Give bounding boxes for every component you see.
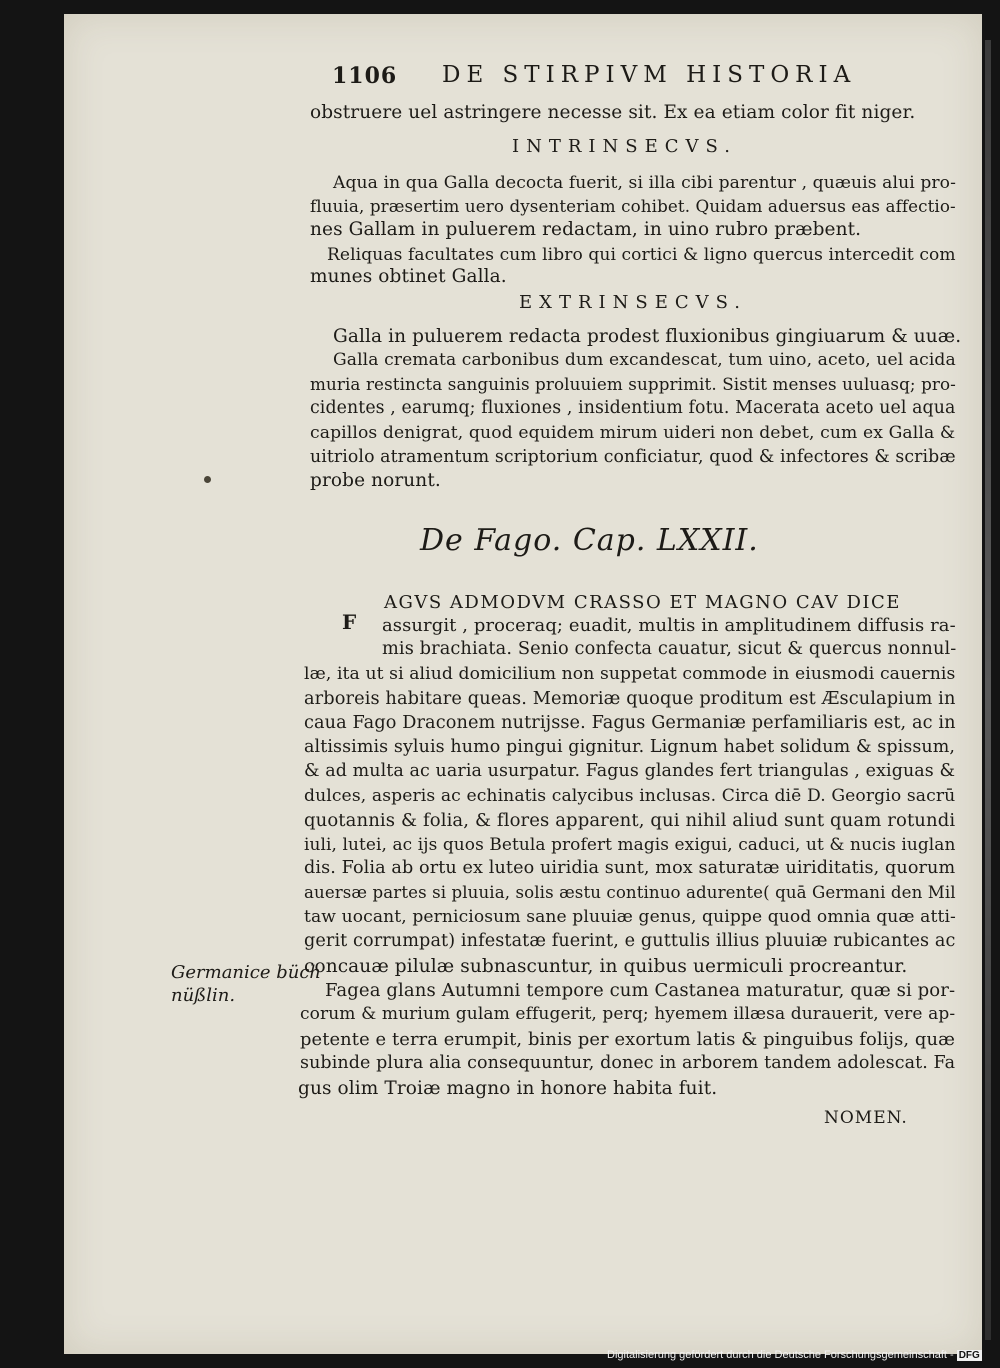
- text-line: uitriolo atramentum scriptorium conficiatur, quod & infectores & scribæ: [310, 447, 956, 467]
- page-edge: [985, 40, 991, 1340]
- text-line: gerit corrumpat) infestatæ fuerint, e guttulis illius pluuiæ rubicantes ac: [304, 931, 956, 951]
- text-line: auersæ partes si pluuia, solis æstu continuo adurente( quā Germani den Mil: [304, 883, 956, 902]
- text-line: petente e terra erumpit, binis per exortum latis & pinguibus folijs, quæ: [300, 1029, 955, 1050]
- text-line: quotannis & folia, & flores apparent, qui nihil aliud sunt quam rotundi: [304, 810, 956, 831]
- catchword: NOMEN.: [824, 1108, 908, 1128]
- section-heading-extrinsecus: EXTRINSECVS.: [519, 292, 748, 313]
- text-line: Aqua in qua Galla decocta fuerit, si illa cibi parentur , quæuis alui pro-: [333, 173, 956, 193]
- text-line: munes obtinet Galla.: [310, 266, 507, 287]
- text-line: fluuia, præsertim uero dysenteriam cohibet. Quidam aduersus eas affectio-: [310, 196, 956, 216]
- text-line: corum & murium gulam effugerit, perq; hyemem illæsa durauerit, vere ap-: [300, 1004, 956, 1024]
- margin-note: Germanice büch: [171, 962, 322, 983]
- dfg-logo: DFG: [958, 1350, 980, 1361]
- digitization-credit: [607, 1349, 982, 1361]
- text-line: capillos denigrat, quod equidem mirum uideri non debet, cum ex Galla &: [310, 423, 956, 443]
- text-line: Galla cremata carbonibus dum excandescat, tum uino, aceto, uel acida: [333, 350, 956, 370]
- text-line: Galla in puluerem redacta prodest fluxionibus gingiuarum & uuæ.: [333, 326, 962, 347]
- text-line: obstruere uel astringere necesse sit. Ex ea etiam color fit niger.: [310, 102, 916, 123]
- text-line: dis. Folia ab ortu ex luteo uiridia sunt, mox saturatæ uiriditatis, quorum: [304, 858, 956, 878]
- text-line: assurgit , proceraq; euadit, multis in amplitudinem diffusis ra-: [382, 615, 956, 636]
- text-line: læ, ita ut si aliud domicilium non suppetat commode in eiusmodi cauernis: [304, 664, 956, 684]
- text-line: mis brachiata. Senio confecta cauatur, sicut & quercus nonnul-: [382, 639, 957, 659]
- text-line: probe norunt.: [310, 470, 441, 491]
- margin-note: nüßlin.: [171, 985, 236, 1006]
- text-line: gus olim Troiæ magno in honore habita fuit.: [298, 1078, 718, 1099]
- footer-text: Digitalisierung gefördert durch die Deutsche Forschungsgemeinschaft -: [607, 1349, 954, 1361]
- text-line: iuli, lutei, ac ijs quos Betula profert magis exigui, caduci, ut & nucis iuglan: [304, 834, 956, 854]
- text-line: subinde plura alia consequuntur, donec in arborem tandem adolescat. Fa: [300, 1053, 956, 1073]
- text-line: dulces, asperis ac echinatis calycibus inclusas. Circa diē D. Georgio sacrū: [304, 786, 956, 806]
- page-number: 1106: [332, 63, 398, 89]
- text-line: arboreis habitare queas. Memoriæ quoque proditum est Æsculapium in: [304, 689, 956, 709]
- ink-spot: [204, 476, 211, 483]
- text-line: Fagea glans Autumni tempore cum Castanea maturatur, quæ si por-: [325, 980, 956, 1001]
- text-line: caua Fago Draconem nutrijsse. Fagus Germaniæ perfamiliaris est, ac in: [304, 713, 956, 733]
- text-line: & ad multa ac uaria usurpatur. Fagus glandes fert triangulas , exiguas &: [304, 761, 956, 781]
- drop-initial: F: [342, 610, 357, 634]
- text-line: concauæ pilulæ subnascuntur, in quibus uermiculi procreantur.: [304, 956, 908, 977]
- text-line: muria restincta sanguinis proluuiem supprimit. Sistit menses uuluasq; pro-: [310, 374, 956, 394]
- section-heading-intrinsecus: INTRINSECVS.: [512, 136, 737, 157]
- text-line: taw uocant, perniciosum sane pluuiæ genus, quippe quod omnia quæ atti-: [304, 907, 956, 927]
- text-line: altissimis syluis humo pingui gignitur. Lignum habet solidum & spissum,: [304, 737, 956, 757]
- text-line: Reliquas facultates cum libro qui cortici & ligno quercus intercedit com: [327, 245, 956, 265]
- chapter-opening-line: AGVS ADMODVM CRASSO ET MAGNO CAV DICE: [384, 592, 901, 613]
- text-line: cidentes , earumq; fluxiones , insidentium fotu. Macerata aceto uel aqua: [310, 398, 956, 418]
- running-title: DE STIRPIVM HISTORIA: [442, 62, 857, 88]
- text-line: nes Gallam in puluerem redactam, in uino rubro præbent.: [310, 219, 862, 240]
- chapter-title: De Fago. Cap. LXXII.: [420, 523, 759, 558]
